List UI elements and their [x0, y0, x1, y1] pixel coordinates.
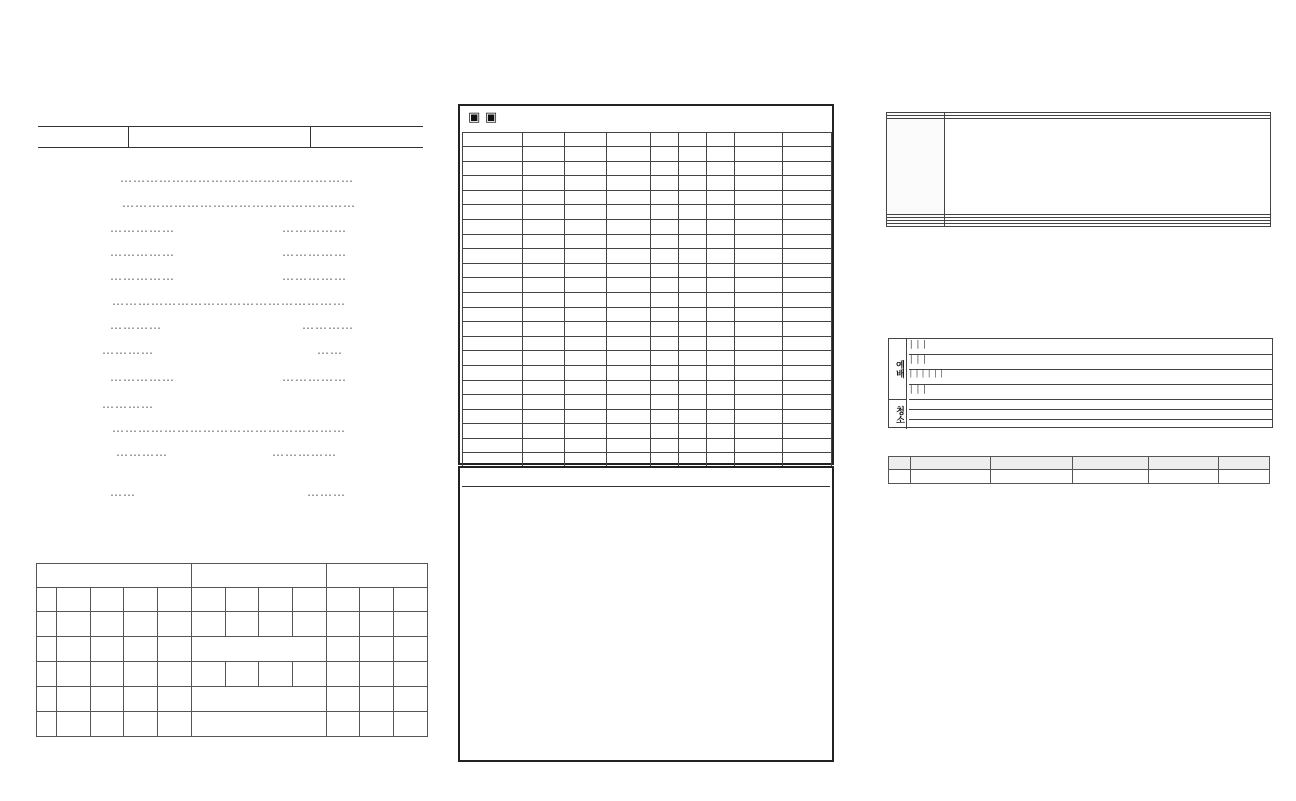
- table-row: [463, 205, 832, 220]
- table-row: [463, 292, 832, 307]
- table-row: [463, 351, 832, 366]
- volunteer-row: │ │ │: [909, 384, 1272, 394]
- offering-table: [886, 112, 1271, 227]
- table-row: [463, 380, 832, 395]
- service-staff-table: [36, 563, 428, 737]
- table-row: [37, 712, 428, 737]
- attendance-header: [468, 110, 497, 125]
- table-row: [463, 424, 832, 439]
- table-row: [37, 612, 428, 637]
- volunteer-row: │ │ │: [909, 354, 1272, 364]
- order-row: ………………………………………………: [112, 421, 346, 435]
- plan-box: [458, 466, 834, 762]
- table-row: [463, 365, 832, 380]
- table-row: [37, 687, 428, 712]
- order-row: …………… ……………: [110, 245, 347, 259]
- attendance-table: [462, 132, 832, 468]
- table-row: [463, 395, 832, 410]
- table-row: [463, 278, 832, 293]
- table-header: [889, 457, 1270, 470]
- table-row: [463, 322, 832, 337]
- order-row: ………………………………………………: [112, 294, 346, 308]
- square-icon: ▣: [484, 110, 498, 125]
- volunteer-row: │ │ │: [909, 340, 927, 349]
- order-row: ………… ……: [102, 343, 343, 357]
- worship-info-bar: [38, 126, 423, 148]
- volunteer-row: [909, 419, 1272, 420]
- square-icon: ▣: [468, 110, 481, 125]
- table-row: [463, 219, 832, 234]
- order-row: …… ………: [110, 485, 346, 499]
- order-row: ………… ……………: [116, 445, 337, 459]
- missions-table: [888, 456, 1270, 484]
- volunteer-row: │ │ │ │ │ │: [909, 369, 1272, 378]
- volunteer-row: [909, 409, 1272, 410]
- table-row: [889, 470, 1270, 483]
- table-row: [887, 119, 1271, 215]
- table-row: [463, 249, 832, 264]
- table-header: [37, 588, 428, 612]
- order-row: ………… …………: [110, 318, 354, 332]
- order-row: ………………………………………………: [120, 171, 354, 185]
- table-group-header: [37, 564, 428, 588]
- volunteer-row: [909, 399, 1272, 400]
- volunteers-table: 예배 청소 │ │ │ │ │ │ │ │ │ │ │ │ │ │ │: [888, 338, 1273, 428]
- order-row: …………… ……………: [110, 370, 347, 384]
- table-row: [463, 409, 832, 424]
- order-row: …………: [102, 397, 154, 411]
- table-header: [463, 133, 832, 147]
- table-row: [463, 307, 832, 322]
- mission-note: [1219, 470, 1270, 483]
- table-row: [463, 176, 832, 191]
- table-row: [37, 637, 428, 662]
- table-row: [463, 438, 832, 453]
- table-row: [463, 336, 832, 351]
- table-row: [463, 190, 832, 205]
- table-row: [37, 662, 428, 687]
- order-row: …………… ……………: [110, 269, 347, 283]
- order-row: …………… ……………: [110, 221, 347, 235]
- table-row: [463, 161, 832, 176]
- table-row: [887, 224, 1271, 227]
- table-row: [463, 234, 832, 249]
- plan-title: [462, 467, 830, 487]
- table-row: [463, 263, 832, 278]
- table-row: [463, 147, 832, 162]
- order-row: ………………………………………………: [122, 196, 356, 210]
